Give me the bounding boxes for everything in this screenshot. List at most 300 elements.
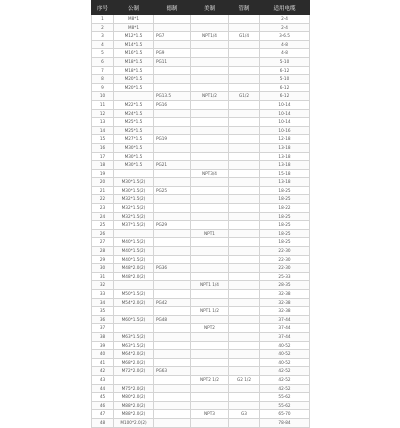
- cell-metric: M32*1.5(2): [114, 195, 154, 204]
- table-row: [92, 255, 310, 264]
- cell-no: 42: [92, 367, 114, 376]
- cell-no: 19: [92, 169, 114, 178]
- table-row: [92, 32, 310, 41]
- cell-metric: M37*1.5(2): [114, 221, 154, 230]
- cell-pg: PG21: [154, 161, 191, 170]
- cell-g: [229, 109, 260, 118]
- cell-pg: PG48: [154, 315, 191, 324]
- table-row: [92, 23, 310, 32]
- table-row: [92, 186, 310, 195]
- table-row: [92, 92, 310, 101]
- cell-pg: PG16: [154, 100, 191, 109]
- cell-npt: [191, 15, 229, 24]
- cell-g: [229, 341, 260, 350]
- cell-g: [229, 367, 260, 376]
- cell-metric: M30*1.5(2): [114, 178, 154, 187]
- cell-cable-range: 22-30: [260, 264, 310, 273]
- cell-no: 22: [92, 195, 114, 204]
- cell-g: [229, 178, 260, 187]
- cell-metric: M54*2.0(2): [114, 298, 154, 307]
- cell-g: [229, 418, 260, 427]
- cell-npt: [191, 264, 229, 273]
- header-metric: 公制: [114, 1, 154, 15]
- table-row: [92, 247, 310, 256]
- cell-metric: M40*1.5(2): [114, 247, 154, 256]
- cell-pg: [154, 272, 191, 281]
- cell-metric: M22*1.5: [114, 100, 154, 109]
- table-row: [92, 161, 310, 170]
- table-row: [92, 221, 310, 230]
- cell-metric: M64*2.0(2): [114, 350, 154, 359]
- cell-metric: M30*1.5: [114, 152, 154, 161]
- cell-g: [229, 212, 260, 221]
- cell-npt: [191, 332, 229, 341]
- cell-cable-range: 4-8: [260, 49, 310, 58]
- table-row: [92, 290, 310, 299]
- cell-cable-range: 32-38: [260, 307, 310, 316]
- header-npt: 美制: [191, 1, 229, 15]
- cell-pg: [154, 204, 191, 213]
- cell-pg: PG19: [154, 135, 191, 144]
- cell-pg: [154, 341, 191, 350]
- cell-pg: PG25: [154, 186, 191, 195]
- cell-no: 18: [92, 161, 114, 170]
- cell-g: [229, 135, 260, 144]
- cell-g: [229, 118, 260, 127]
- cell-metric: M80*2.0(2): [114, 393, 154, 402]
- table-row: [92, 109, 310, 118]
- cell-no: 15: [92, 135, 114, 144]
- cell-no: 47: [92, 410, 114, 419]
- cell-npt: [191, 247, 229, 256]
- cell-cable-range: 55-62: [260, 393, 310, 402]
- cell-cable-range: 18-25: [260, 212, 310, 221]
- cell-g: [229, 186, 260, 195]
- cell-cable-range: 6-12: [260, 66, 310, 75]
- cell-no: 48: [92, 418, 114, 427]
- cell-pg: PG13.5: [154, 92, 191, 101]
- cell-no: 16: [92, 143, 114, 152]
- cell-no: 2: [92, 23, 114, 32]
- cell-npt: [191, 315, 229, 324]
- table-row: [92, 178, 310, 187]
- table-row: [92, 281, 310, 290]
- cell-pg: [154, 238, 191, 247]
- table-row: [92, 83, 310, 92]
- cell-npt: [191, 358, 229, 367]
- table-header: [92, 1, 310, 15]
- cell-cable-range: 78-84: [260, 418, 310, 427]
- cell-no: 20: [92, 178, 114, 187]
- table-row: [92, 40, 310, 49]
- cell-cable-range: 13-18: [260, 178, 310, 187]
- cell-metric: M48*2.0(2): [114, 272, 154, 281]
- table-row: [92, 341, 310, 350]
- cell-cable-range: 6-12: [260, 92, 310, 101]
- cell-cable-range: 6-12: [260, 83, 310, 92]
- cell-no: 45: [92, 393, 114, 402]
- cell-cable-range: 10-16: [260, 126, 310, 135]
- cell-g: [229, 23, 260, 32]
- cell-metric: M48*2.0(2): [114, 264, 154, 273]
- cell-pg: [154, 375, 191, 384]
- cell-g: [229, 221, 260, 230]
- cell-npt: [191, 290, 229, 299]
- cell-npt: [191, 238, 229, 247]
- cell-metric: M40*1.5(2): [114, 238, 154, 247]
- table-row: [92, 298, 310, 307]
- cell-g: [229, 393, 260, 402]
- table-row: [92, 152, 310, 161]
- cell-g: [229, 49, 260, 58]
- cell-metric: M18*1.5: [114, 66, 154, 75]
- cell-cable-range: 65-70: [260, 410, 310, 419]
- cell-no: 9: [92, 83, 114, 92]
- cell-no: 14: [92, 126, 114, 135]
- cell-metric: M16*1.5: [114, 49, 154, 58]
- cell-npt: NPT2: [191, 324, 229, 333]
- cell-npt: [191, 143, 229, 152]
- cell-no: 11: [92, 100, 114, 109]
- cell-npt: [191, 186, 229, 195]
- cell-no: 34: [92, 298, 114, 307]
- cell-cable-range: 18-25: [260, 186, 310, 195]
- cell-pg: [154, 212, 191, 221]
- cell-g: [229, 264, 260, 273]
- cell-npt: [191, 83, 229, 92]
- cell-metric: M40*1.5(2): [114, 255, 154, 264]
- cell-no: 41: [92, 358, 114, 367]
- table-row: [92, 401, 310, 410]
- cell-g: [229, 315, 260, 324]
- cell-cable-range: 28-35: [260, 281, 310, 290]
- cell-g: [229, 40, 260, 49]
- cell-pg: [154, 23, 191, 32]
- cell-no: 6: [92, 57, 114, 66]
- cell-g: [229, 161, 260, 170]
- header-no: 序号: [92, 1, 114, 15]
- cell-npt: [191, 418, 229, 427]
- cell-cable-range: 3-6.5: [260, 32, 310, 41]
- table-row: [92, 307, 310, 316]
- cell-no: 26: [92, 229, 114, 238]
- cell-npt: [191, 161, 229, 170]
- cell-no: 5: [92, 49, 114, 58]
- table-row: [92, 264, 310, 273]
- cell-g: [229, 255, 260, 264]
- cell-pg: [154, 418, 191, 427]
- cell-g: [229, 290, 260, 299]
- cell-no: 1: [92, 15, 114, 24]
- cell-metric: M30*1.5: [114, 161, 154, 170]
- cell-pg: [154, 118, 191, 127]
- table-row: [92, 272, 310, 281]
- cell-pg: [154, 281, 191, 290]
- cell-metric: M63*1.5(2): [114, 341, 154, 350]
- table-row: [92, 350, 310, 359]
- cell-pg: [154, 255, 191, 264]
- cell-pg: [154, 152, 191, 161]
- table-row: [92, 418, 310, 427]
- cell-g: [229, 358, 260, 367]
- cell-cable-range: 40-52: [260, 358, 310, 367]
- cell-metric: [114, 281, 154, 290]
- cell-cable-range: 13-18: [260, 143, 310, 152]
- cell-npt: [191, 100, 229, 109]
- table-row: [92, 100, 310, 109]
- cell-npt: [191, 341, 229, 350]
- cell-metric: [114, 92, 154, 101]
- cell-no: 25: [92, 221, 114, 230]
- cell-g: [229, 298, 260, 307]
- cell-no: 29: [92, 255, 114, 264]
- cell-cable-range: 18-22: [260, 204, 310, 213]
- cell-g: [229, 169, 260, 178]
- table-row: [92, 393, 310, 402]
- cell-g: G1/4: [229, 32, 260, 41]
- cell-cable-range: 2-4: [260, 15, 310, 24]
- cell-npt: [191, 126, 229, 135]
- cell-pg: [154, 195, 191, 204]
- cell-npt: NPT2 1/2: [191, 375, 229, 384]
- cell-metric: M100*2.0(2): [114, 418, 154, 427]
- cell-no: 30: [92, 264, 114, 273]
- cell-cable-range: 42-52: [260, 384, 310, 393]
- cell-metric: M88*2.0(2): [114, 410, 154, 419]
- cell-cable-range: 10-14: [260, 100, 310, 109]
- cell-metric: M63*1.5(2): [114, 332, 154, 341]
- cell-metric: M68*2.0(2): [114, 358, 154, 367]
- cell-metric: M27*1.5: [114, 135, 154, 144]
- cell-metric: M75*2.0(2): [114, 384, 154, 393]
- cell-g: G2 1/2: [229, 375, 260, 384]
- cell-npt: [191, 221, 229, 230]
- cell-g: G3: [229, 410, 260, 419]
- cell-npt: [191, 367, 229, 376]
- cell-metric: M25*1.5: [114, 126, 154, 135]
- cell-no: 17: [92, 152, 114, 161]
- table-row: [92, 358, 310, 367]
- cell-cable-range: 5-10: [260, 57, 310, 66]
- cell-cable-range: 37-44: [260, 324, 310, 333]
- cell-pg: [154, 169, 191, 178]
- cell-npt: NPT1 1/2: [191, 307, 229, 316]
- table-row: [92, 169, 310, 178]
- cell-metric: M72*2.0(2): [114, 367, 154, 376]
- cell-cable-range: 25-33: [260, 272, 310, 281]
- cell-no: 39: [92, 341, 114, 350]
- cell-no: 44: [92, 384, 114, 393]
- cell-g: [229, 195, 260, 204]
- cell-no: 31: [92, 272, 114, 281]
- cell-npt: [191, 393, 229, 402]
- cell-metric: M50*1.5(2): [114, 290, 154, 299]
- cell-no: 35: [92, 307, 114, 316]
- cell-npt: [191, 49, 229, 58]
- cell-g: [229, 350, 260, 359]
- cell-pg: PG9: [154, 49, 191, 58]
- cell-pg: [154, 358, 191, 367]
- header-pg: 德制: [154, 1, 191, 15]
- cell-npt: [191, 195, 229, 204]
- cell-cable-range: 18-25: [260, 221, 310, 230]
- cell-pg: [154, 66, 191, 75]
- cell-pg: [154, 15, 191, 24]
- cell-g: [229, 66, 260, 75]
- cell-npt: [191, 40, 229, 49]
- cell-metric: M20*1.5: [114, 75, 154, 84]
- cell-metric: M25*1.5: [114, 118, 154, 127]
- cell-npt: [191, 350, 229, 359]
- cell-g: [229, 281, 260, 290]
- cell-npt: [191, 118, 229, 127]
- table-row: [92, 75, 310, 84]
- table-row: [92, 15, 310, 24]
- cell-no: 24: [92, 212, 114, 221]
- cell-cable-range: 37-44: [260, 315, 310, 324]
- table-row: [92, 143, 310, 152]
- cell-cable-range: 10-14: [260, 118, 310, 127]
- cell-npt: [191, 204, 229, 213]
- cell-cable-range: 22-30: [260, 255, 310, 264]
- cell-pg: [154, 324, 191, 333]
- cell-pg: [154, 393, 191, 402]
- cell-g: [229, 324, 260, 333]
- cell-pg: [154, 350, 191, 359]
- cell-no: 43: [92, 375, 114, 384]
- cell-pg: [154, 401, 191, 410]
- table-row: [92, 375, 310, 384]
- cell-pg: [154, 384, 191, 393]
- cell-no: 10: [92, 92, 114, 101]
- cell-metric: M8*1: [114, 23, 154, 32]
- cell-cable-range: 42-52: [260, 367, 310, 376]
- table-row: [92, 410, 310, 419]
- cell-no: 4: [92, 40, 114, 49]
- cell-pg: [154, 410, 191, 419]
- cell-pg: PG63: [154, 367, 191, 376]
- cell-pg: [154, 307, 191, 316]
- header-g: 管制: [229, 1, 260, 15]
- cell-cable-range: 42-52: [260, 375, 310, 384]
- cell-pg: [154, 290, 191, 299]
- cell-npt: NPT1: [191, 229, 229, 238]
- cell-g: [229, 75, 260, 84]
- cell-metric: M60*1.5(2): [114, 315, 154, 324]
- cell-cable-range: 12-18: [260, 135, 310, 144]
- cell-g: [229, 126, 260, 135]
- cell-pg: [154, 247, 191, 256]
- table-row: [92, 212, 310, 221]
- cell-pg: PG42: [154, 298, 191, 307]
- cell-npt: NPT1/4: [191, 32, 229, 41]
- cell-no: 33: [92, 290, 114, 299]
- cell-npt: [191, 272, 229, 281]
- cell-metric: M18*1.5: [114, 57, 154, 66]
- cell-g: [229, 57, 260, 66]
- cell-metric: M30*1.5: [114, 143, 154, 152]
- cell-metric: M14*1.5: [114, 40, 154, 49]
- cell-pg: [154, 109, 191, 118]
- cell-g: [229, 229, 260, 238]
- cell-no: 21: [92, 186, 114, 195]
- cell-no: 13: [92, 118, 114, 127]
- table-row: [92, 384, 310, 393]
- cell-pg: [154, 126, 191, 135]
- cell-cable-range: 15-18: [260, 169, 310, 178]
- cell-pg: PG29: [154, 221, 191, 230]
- header-row: [92, 1, 310, 15]
- cell-no: 46: [92, 401, 114, 410]
- cell-no: 12: [92, 109, 114, 118]
- cell-pg: [154, 332, 191, 341]
- cell-npt: [191, 23, 229, 32]
- cell-metric: [114, 375, 154, 384]
- cable-gland-spec-table: [91, 0, 310, 428]
- cell-npt: NPT1 1/4: [191, 281, 229, 290]
- cell-npt: [191, 75, 229, 84]
- cell-metric: M20*1.5: [114, 83, 154, 92]
- cell-metric: M30*1.5(2): [114, 186, 154, 195]
- cell-cable-range: 5-10: [260, 75, 310, 84]
- cell-cable-range: 2-4: [260, 23, 310, 32]
- cell-g: [229, 272, 260, 281]
- cell-npt: [191, 384, 229, 393]
- cell-metric: M12*1.5: [114, 32, 154, 41]
- spec-table-sheet: [91, 0, 309, 425]
- cell-npt: [191, 178, 229, 187]
- cell-no: 28: [92, 247, 114, 256]
- table-row: [92, 332, 310, 341]
- cell-pg: [154, 75, 191, 84]
- cell-npt: [191, 401, 229, 410]
- cell-pg: [154, 143, 191, 152]
- cell-g: [229, 384, 260, 393]
- cell-cable-range: 4-8: [260, 40, 310, 49]
- cell-no: 36: [92, 315, 114, 324]
- cell-npt: [191, 57, 229, 66]
- cell-g: [229, 332, 260, 341]
- cell-metric: [114, 229, 154, 238]
- cell-no: 32: [92, 281, 114, 290]
- cell-npt: NPT3/4: [191, 169, 229, 178]
- cell-metric: M88*2.0(2): [114, 401, 154, 410]
- cell-pg: [154, 229, 191, 238]
- cell-metric: M32*1.5(2): [114, 204, 154, 213]
- cell-npt: [191, 152, 229, 161]
- table-row: [92, 324, 310, 333]
- cell-cable-range: 18-25: [260, 195, 310, 204]
- cell-g: G1/2: [229, 92, 260, 101]
- cell-cable-range: 13-18: [260, 161, 310, 170]
- cell-pg: PG7: [154, 32, 191, 41]
- cell-no: 38: [92, 332, 114, 341]
- cell-metric: [114, 169, 154, 178]
- cell-no: 3: [92, 32, 114, 41]
- cell-pg: PG11: [154, 57, 191, 66]
- table-body: [92, 15, 310, 428]
- cell-g: [229, 143, 260, 152]
- table-row: [92, 49, 310, 58]
- cell-no: 8: [92, 75, 114, 84]
- cell-npt: NPT1/2: [191, 92, 229, 101]
- cell-cable-range: 18-25: [260, 238, 310, 247]
- cell-g: [229, 83, 260, 92]
- cell-pg: [154, 40, 191, 49]
- cell-cable-range: 32-38: [260, 298, 310, 307]
- table-row: [92, 195, 310, 204]
- table-row: [92, 66, 310, 75]
